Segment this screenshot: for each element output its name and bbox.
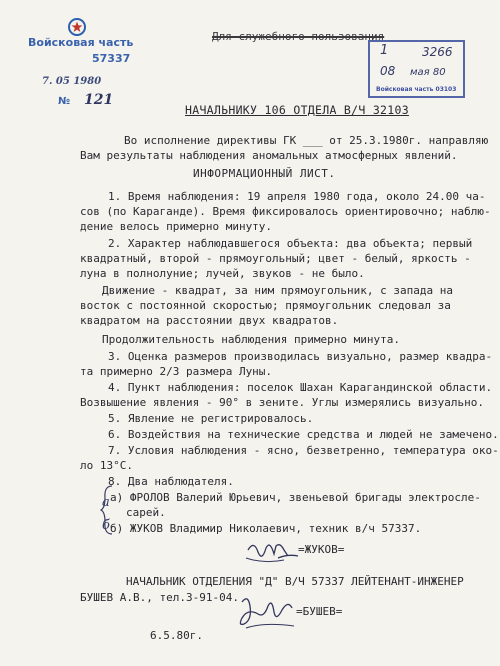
zhukov-signature-icon <box>244 536 302 566</box>
addressee: НАЧАЛЬНИКУ 106 ОТДЕЛА В/Ч 32103 <box>185 103 409 117</box>
body-line: та примерно 2/3 размера Луны. <box>80 365 273 378</box>
document-date: 6.5.80г. <box>150 629 203 642</box>
unit-label: Войсковая часть <box>28 36 134 49</box>
body-line: 8. Два наблюдателя. <box>108 475 234 488</box>
body-line: 2. Характер наблюдавшегося объекта: два объекта; первый <box>108 237 473 250</box>
unit-number: 57337 <box>92 52 131 65</box>
body-line: квадратом на расстоянии двух квадратов. <box>80 314 339 327</box>
body-line: 1. Время наблюдения: 19 апреля 1980 года, около 24.00 ча- <box>108 190 486 203</box>
intro-line-1: Во исполнение директивы ГК ___ от 25.3.1980г. направляю <box>124 134 489 147</box>
registration-stamp <box>368 40 465 98</box>
body-line: сарей. <box>126 506 166 519</box>
registration-field-4: мая 80 <box>410 67 446 78</box>
document-title: ИНФОРМАЦИОННЫЙ ЛИСТ. <box>193 167 336 180</box>
body-line: дение велось примерно минуту. <box>80 220 273 233</box>
body-line: 7. Условия наблюдения - ясно, безветренно, температура око- <box>108 444 499 457</box>
stamp-date: 7. 05 1980 <box>42 76 102 87</box>
chief-name: БУШЕВ А.В., тел.3-91-04. <box>80 591 239 604</box>
body-line: 6. Воздействия на технические средства и людей не замечено. <box>108 428 499 441</box>
body-line: ло 13°С. <box>80 459 133 472</box>
observer-2: б) ЖУКОВ Владимир Николаевич, техник в/ч 57337. <box>110 522 422 535</box>
body-line: Движение - квадрат, за ним прямоугольник, с запада на <box>102 284 453 297</box>
body-line: 4. Пункт наблюдения: поселок Шахан Карагандинской области. <box>108 381 493 394</box>
body-line: квадратный, второй - прямоугольный; цвет - белый, яркость - <box>80 252 471 265</box>
number-label: № <box>58 96 71 107</box>
body-line: Возвышение явления - 90° в зените. Углы измерялись визуально. <box>80 396 484 409</box>
classification-marking: Для служебного пользования <box>212 30 385 43</box>
bushev-signature-icon <box>234 592 300 634</box>
outgoing-number: 121 <box>84 92 114 108</box>
observer-1: а) ФРОЛОВ Валерий Юрьевич, звеньевой бригады электросле- <box>110 491 481 504</box>
registration-label: Войсковая часть 03103 <box>376 86 457 93</box>
body-line: луна в полнолуние; лучей, звуков - не было. <box>80 267 365 280</box>
intro-line-2: Вам результаты наблюдения аномальных атмосферных явлений. <box>80 149 458 162</box>
margin-mark-b: б <box>102 518 110 533</box>
margin-mark-a: а <box>102 495 110 510</box>
signature-name-2: =БУШЕВ= <box>296 605 343 618</box>
body-line: 3. Оценка размеров производилась визуально, размер квадра- <box>108 350 493 363</box>
body-line: сов (по Караганде). Время фиксировалось ориентировочно; наблю- <box>80 205 491 218</box>
body-line: восток с постоянной скоростью; прямоугольник следовал за <box>80 299 451 312</box>
star-emblem-icon <box>68 18 86 36</box>
military-unit-stamp <box>28 36 140 116</box>
signature-name-1: =ЖУКОВ= <box>298 543 345 556</box>
chief-title: НАЧАЛЬНИК ОТДЕЛЕНИЯ "Д" В/Ч 57337 ЛЕЙТЕНАНТ-ИНЖЕНЕР <box>126 575 464 588</box>
body-line: Продолжительность наблюдения примерно минута. <box>102 333 401 346</box>
registration-field-1: 1 <box>380 43 389 58</box>
registration-field-3: 08 <box>380 64 396 78</box>
body-line: 5. Явление не регистрировалось. <box>108 412 314 425</box>
registration-field-2: 3266 <box>422 45 453 59</box>
